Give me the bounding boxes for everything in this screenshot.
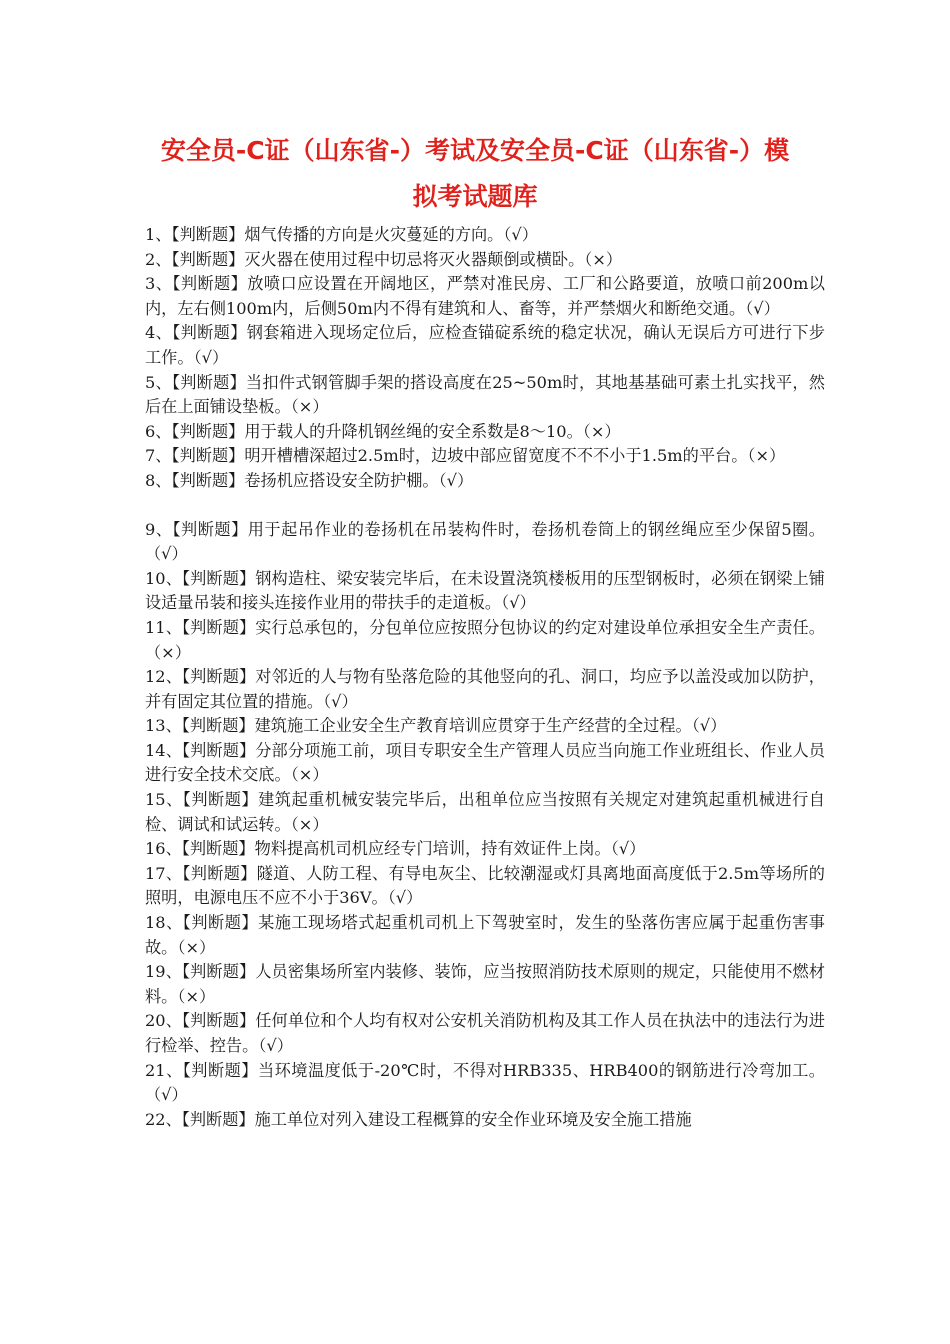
question-item: 17、【判断题】隧道、人防工程、有导电灰尘、比较潮湿或灯具离地面高度低于2.5m等场所的照明，电源电压不应不小于36V。（√） <box>145 863 825 908</box>
document-title-line-1: 安全员-C证（山东省-）考试及安全员-C证（山东省-）模 <box>160 136 790 165</box>
question-item: 3、【判断题】放喷口应设置在开阔地区，严禁对准民房、工厂和公路要道，放喷口前200m以内，左右侧100m内，后侧50m内不得有建筑和人、畜等，并严禁烟火和断绝交通。（√） <box>145 274 825 318</box>
question-item: 9、【判断题】用于起吊作业的卷扬机在吊装构件时，卷扬机卷筒上的钢丝绳应至少保留5圈。（√） <box>145 519 825 564</box>
question-item: 18、【判断题】某施工现场塔式起重机司机上下驾驶室时，发生的坠落伤害应属于起重伤害事故。（×） <box>145 913 825 957</box>
question-item: 22、【判断题】施工单位对列入建设工程概算的安全作业环境及安全施工措施 <box>145 1109 692 1129</box>
question-item: 2、【判断题】灭火器在使用过程中切忌将灭火器颠倒或横卧。（×） <box>145 249 623 269</box>
question-item: 5、【判断题】当扣件式钢管脚手架的搭设高度在25~50m时，其地基基础可素土扎实找平，然后在上面铺设垫板。（×） <box>145 372 825 417</box>
question-item: 11、【判断题】实行总承包的，分包单位应按照分包协议的约定对建设单位承担安全生产责任。（×） <box>145 617 825 662</box>
question-item: 13、【判断题】建筑施工企业安全生产教育培训应贯穿于生产经营的全过程。（√） <box>145 716 727 736</box>
question-item: 6、【判断题】用于载人的升降机钢丝绳的安全系数是8～10。（×） <box>145 421 621 441</box>
question-item: 14、【判断题】分部分项施工前，项目专职安全生产管理人员应当向施工作业班组长、作业人员进行安全技术交底。（×） <box>145 740 825 785</box>
question-item: 8、【判断题】卷扬机应搭设安全防护棚。（√） <box>145 470 474 490</box>
question-list <box>145 223 825 1132</box>
question-item: 20、【判断题】任何单位和个人均有权对公安机关消防机构及其工作人员在执法中的违法行为进行检举、控告。（√） <box>145 1011 825 1055</box>
question-item: 19、【判断题】人员密集场所室内装修、装饰，应当按照消防技术原则的规定，只能使用不燃材料。（×） <box>145 962 825 1006</box>
question-item: 4、【判断题】钢套箱进入现场定位后，应检查锚碇系统的稳定状况，确认无误后方可进行下步工作。（√） <box>145 323 825 367</box>
question-item: 12、【判断题】对邻近的人与物有坠落危险的其他竖向的孔、洞口，均应予以盖没或加以防护，并有固定其位置的措施。（√） <box>145 667 825 711</box>
question-item: 10、【判断题】钢构造柱、梁安装完毕后，在未设置浇筑楼板用的压型钢板时，必须在钢梁上铺设适量吊装和接头连接作业用的带扶手的走道板。（√） <box>145 568 825 613</box>
document-title <box>130 128 820 220</box>
question-item: 15、【判断题】建筑起重机械安装完毕后，出租单位应当按照有关规定对建筑起重机械进行自检、调试和试运转。（×） <box>145 790 825 834</box>
document-title-line-2: 拟考试题库 <box>412 182 538 211</box>
question-item: 16、【判断题】物料提高机司机应经专门培训，持有效证件上岗。（√） <box>145 839 646 859</box>
question-item: 1、【判断题】烟气传播的方向是火灾蔓延的方向。（√） <box>145 225 538 244</box>
question-item: 21、【判断题】当环境温度低于-20℃时，不得对HRB335、HRB400的钢筋进行冷弯加工。（√） <box>145 1060 825 1105</box>
question-item: 7、【判断题】明开槽槽深超过2.5m时，边坡中部应留宽度不不不小于1.5m的平台。（×） <box>145 446 786 466</box>
